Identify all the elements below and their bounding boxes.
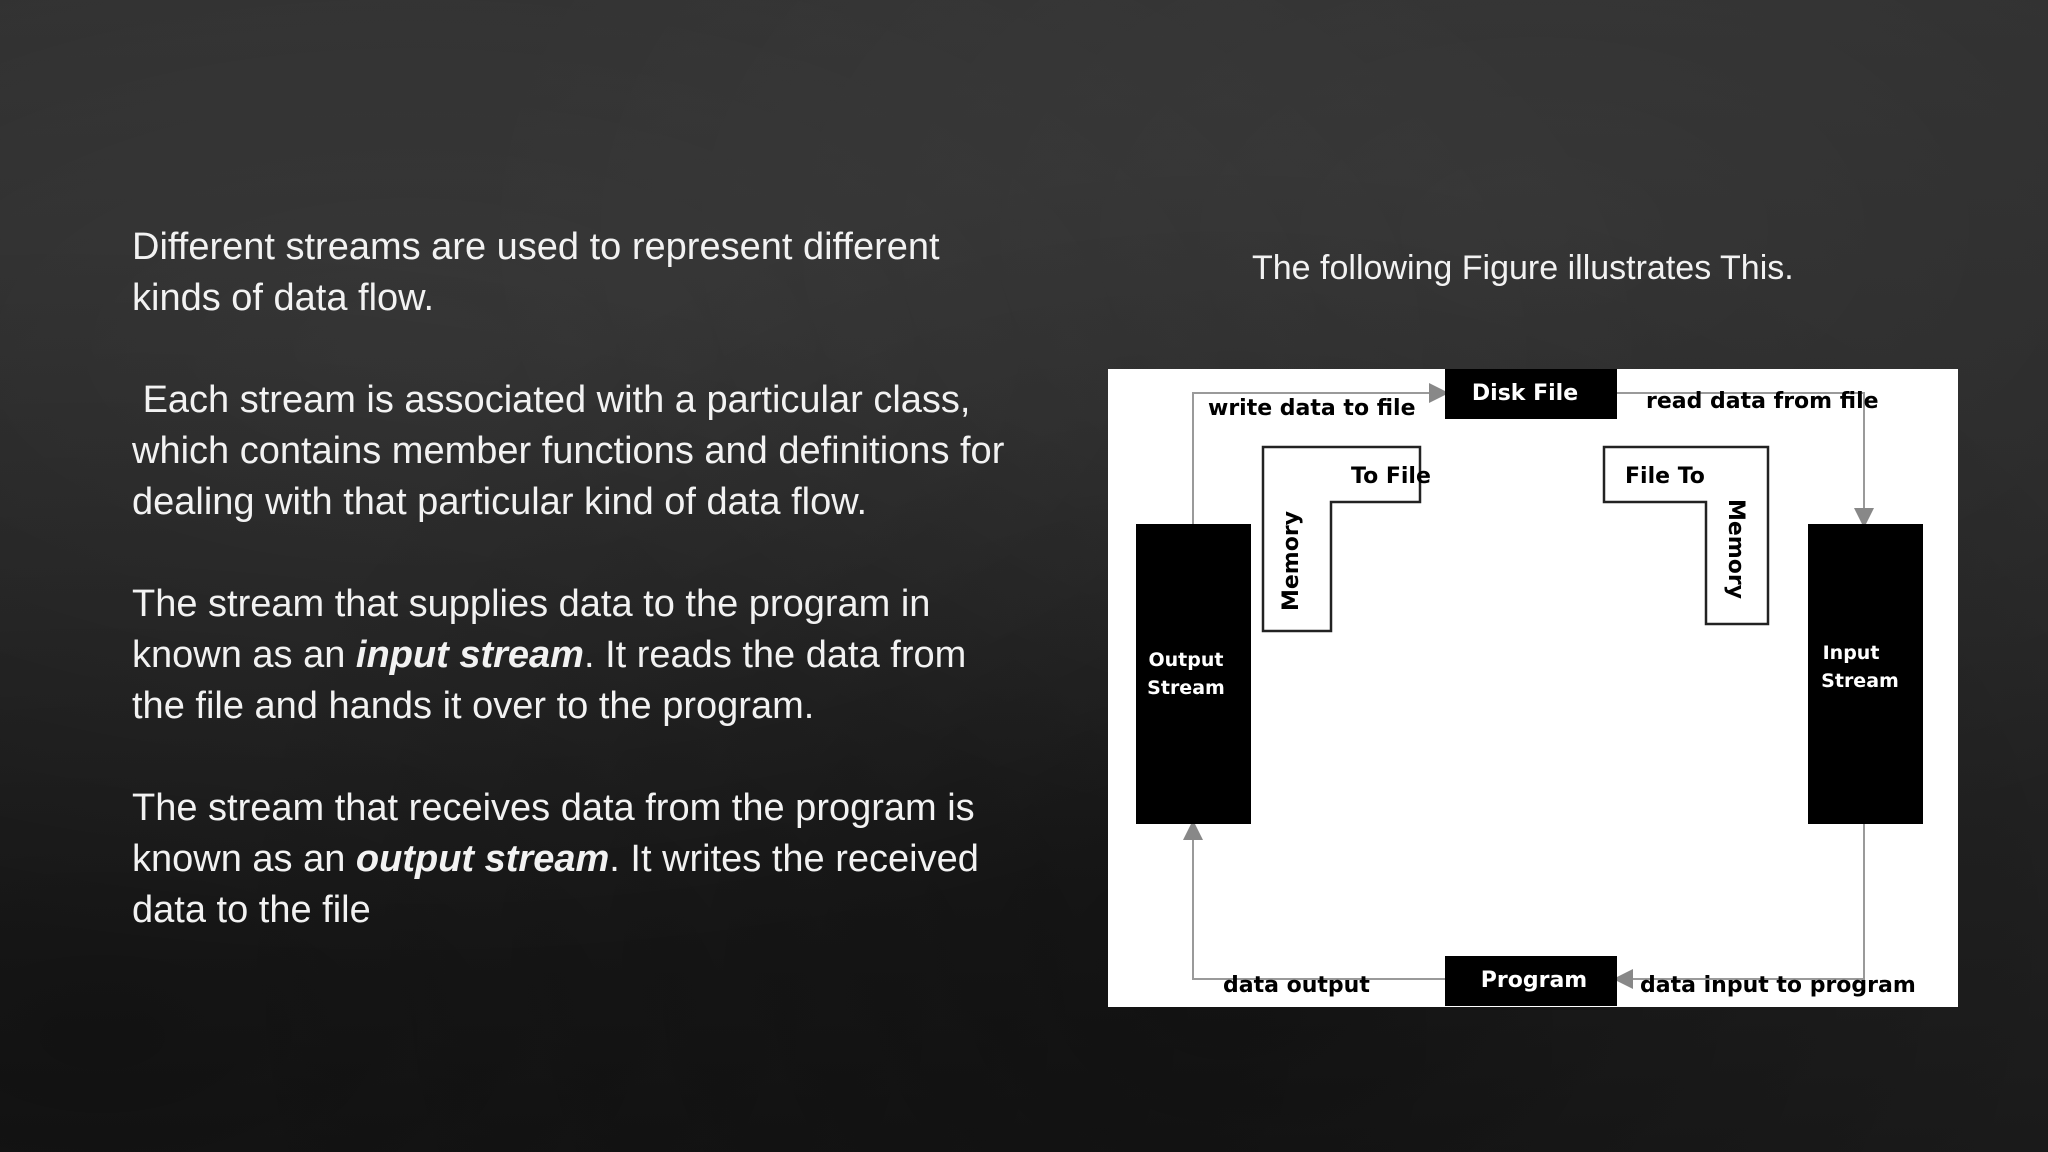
write-data-label: write data to file (1208, 396, 1416, 421)
data-input-label: data input to program (1640, 973, 1916, 998)
paragraph-output-stream: The stream that receives data from the program is known as an output stream. It writes the received data to the file (132, 787, 979, 931)
stream-flow-diagram (1108, 369, 1958, 1007)
data-output-label: data output (1223, 973, 1370, 998)
output-stream-box (1136, 524, 1251, 824)
paragraph-streams-intro: Different streams are used to represent different kinds of data flow. (132, 226, 940, 319)
read-data-label: read data from file (1646, 389, 1879, 414)
program-label: Program (1480, 968, 1588, 993)
paragraph-input-stream: The stream that supplies data to the program in known as an input stream. It reads the data from the file and hands it over to the program. (132, 583, 967, 727)
connector-input (1617, 824, 1864, 979)
output-stream-label-line1: Output (1148, 649, 1224, 671)
term-input-stream: input stream (355, 634, 584, 676)
memory-to-file-top-label: To File (1351, 464, 1431, 489)
diagram-canvas (1108, 369, 1958, 1007)
term-output-stream: output stream (355, 838, 610, 880)
slide-body-text (132, 222, 1015, 987)
output-stream-label-line2: Stream (1147, 677, 1225, 699)
input-stream-label-line2: Stream (1821, 670, 1899, 692)
input-stream-label-line1: Input (1822, 642, 1880, 664)
file-to-memory-top-label: File To (1625, 464, 1705, 489)
paragraph-stream-class: Each stream is associated with a particular class, which contains member functions and definitions for dealing with that particular kind of data flow. (132, 379, 1015, 523)
file-to-memory-side-label: Memory (1723, 498, 1748, 600)
connector-output (1193, 824, 1445, 979)
figure-caption: The following Figure illustrates This. (1252, 249, 1794, 287)
disk-file-label: Disk File (1471, 381, 1579, 406)
memory-to-file-side-label: Memory (1279, 510, 1304, 612)
